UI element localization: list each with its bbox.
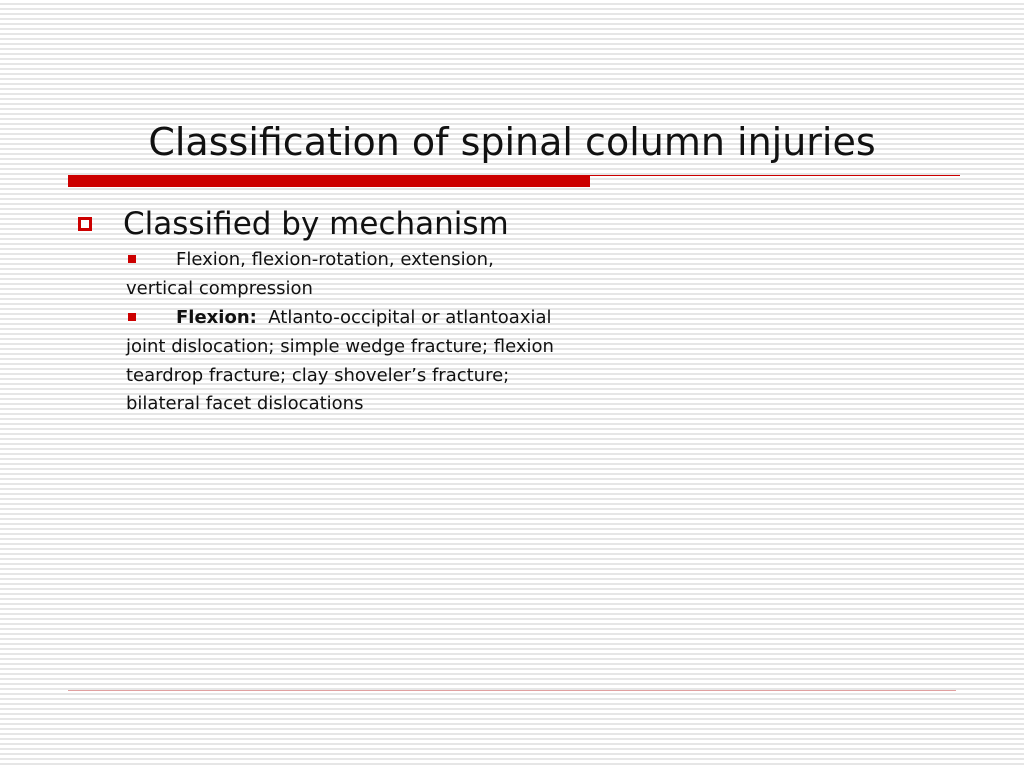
filled-square-icon (128, 313, 136, 321)
bullet2-line1 (176, 306, 552, 330)
bullet2-line3: teardrop fracture; clay shoveler’s fracture; (126, 365, 510, 386)
footer-rule (68, 690, 956, 691)
bullet-heading: Classified by mechanism (123, 206, 509, 242)
title-underline-thick (68, 175, 590, 187)
filled-square-icon (128, 255, 136, 263)
hollow-square-icon (78, 217, 92, 231)
bullet1-line1: Flexion, flexion-rotation, extension, (176, 249, 494, 270)
bullet2-line2: joint dislocation; simple wedge fracture; flexion (126, 336, 554, 357)
bullet2-line4: bilateral facet dislocations (126, 393, 364, 414)
title-underline-thin (590, 175, 960, 176)
bullet1-line2: vertical compression (126, 278, 313, 299)
bullet-level1 (78, 203, 509, 245)
slide-title: Classification of spinal column injuries (148, 120, 876, 164)
bullet2-line1-text: Atlanto-occipital or atlantoaxial (268, 307, 552, 328)
bullet2-bold-label: Flexion: (176, 307, 257, 328)
